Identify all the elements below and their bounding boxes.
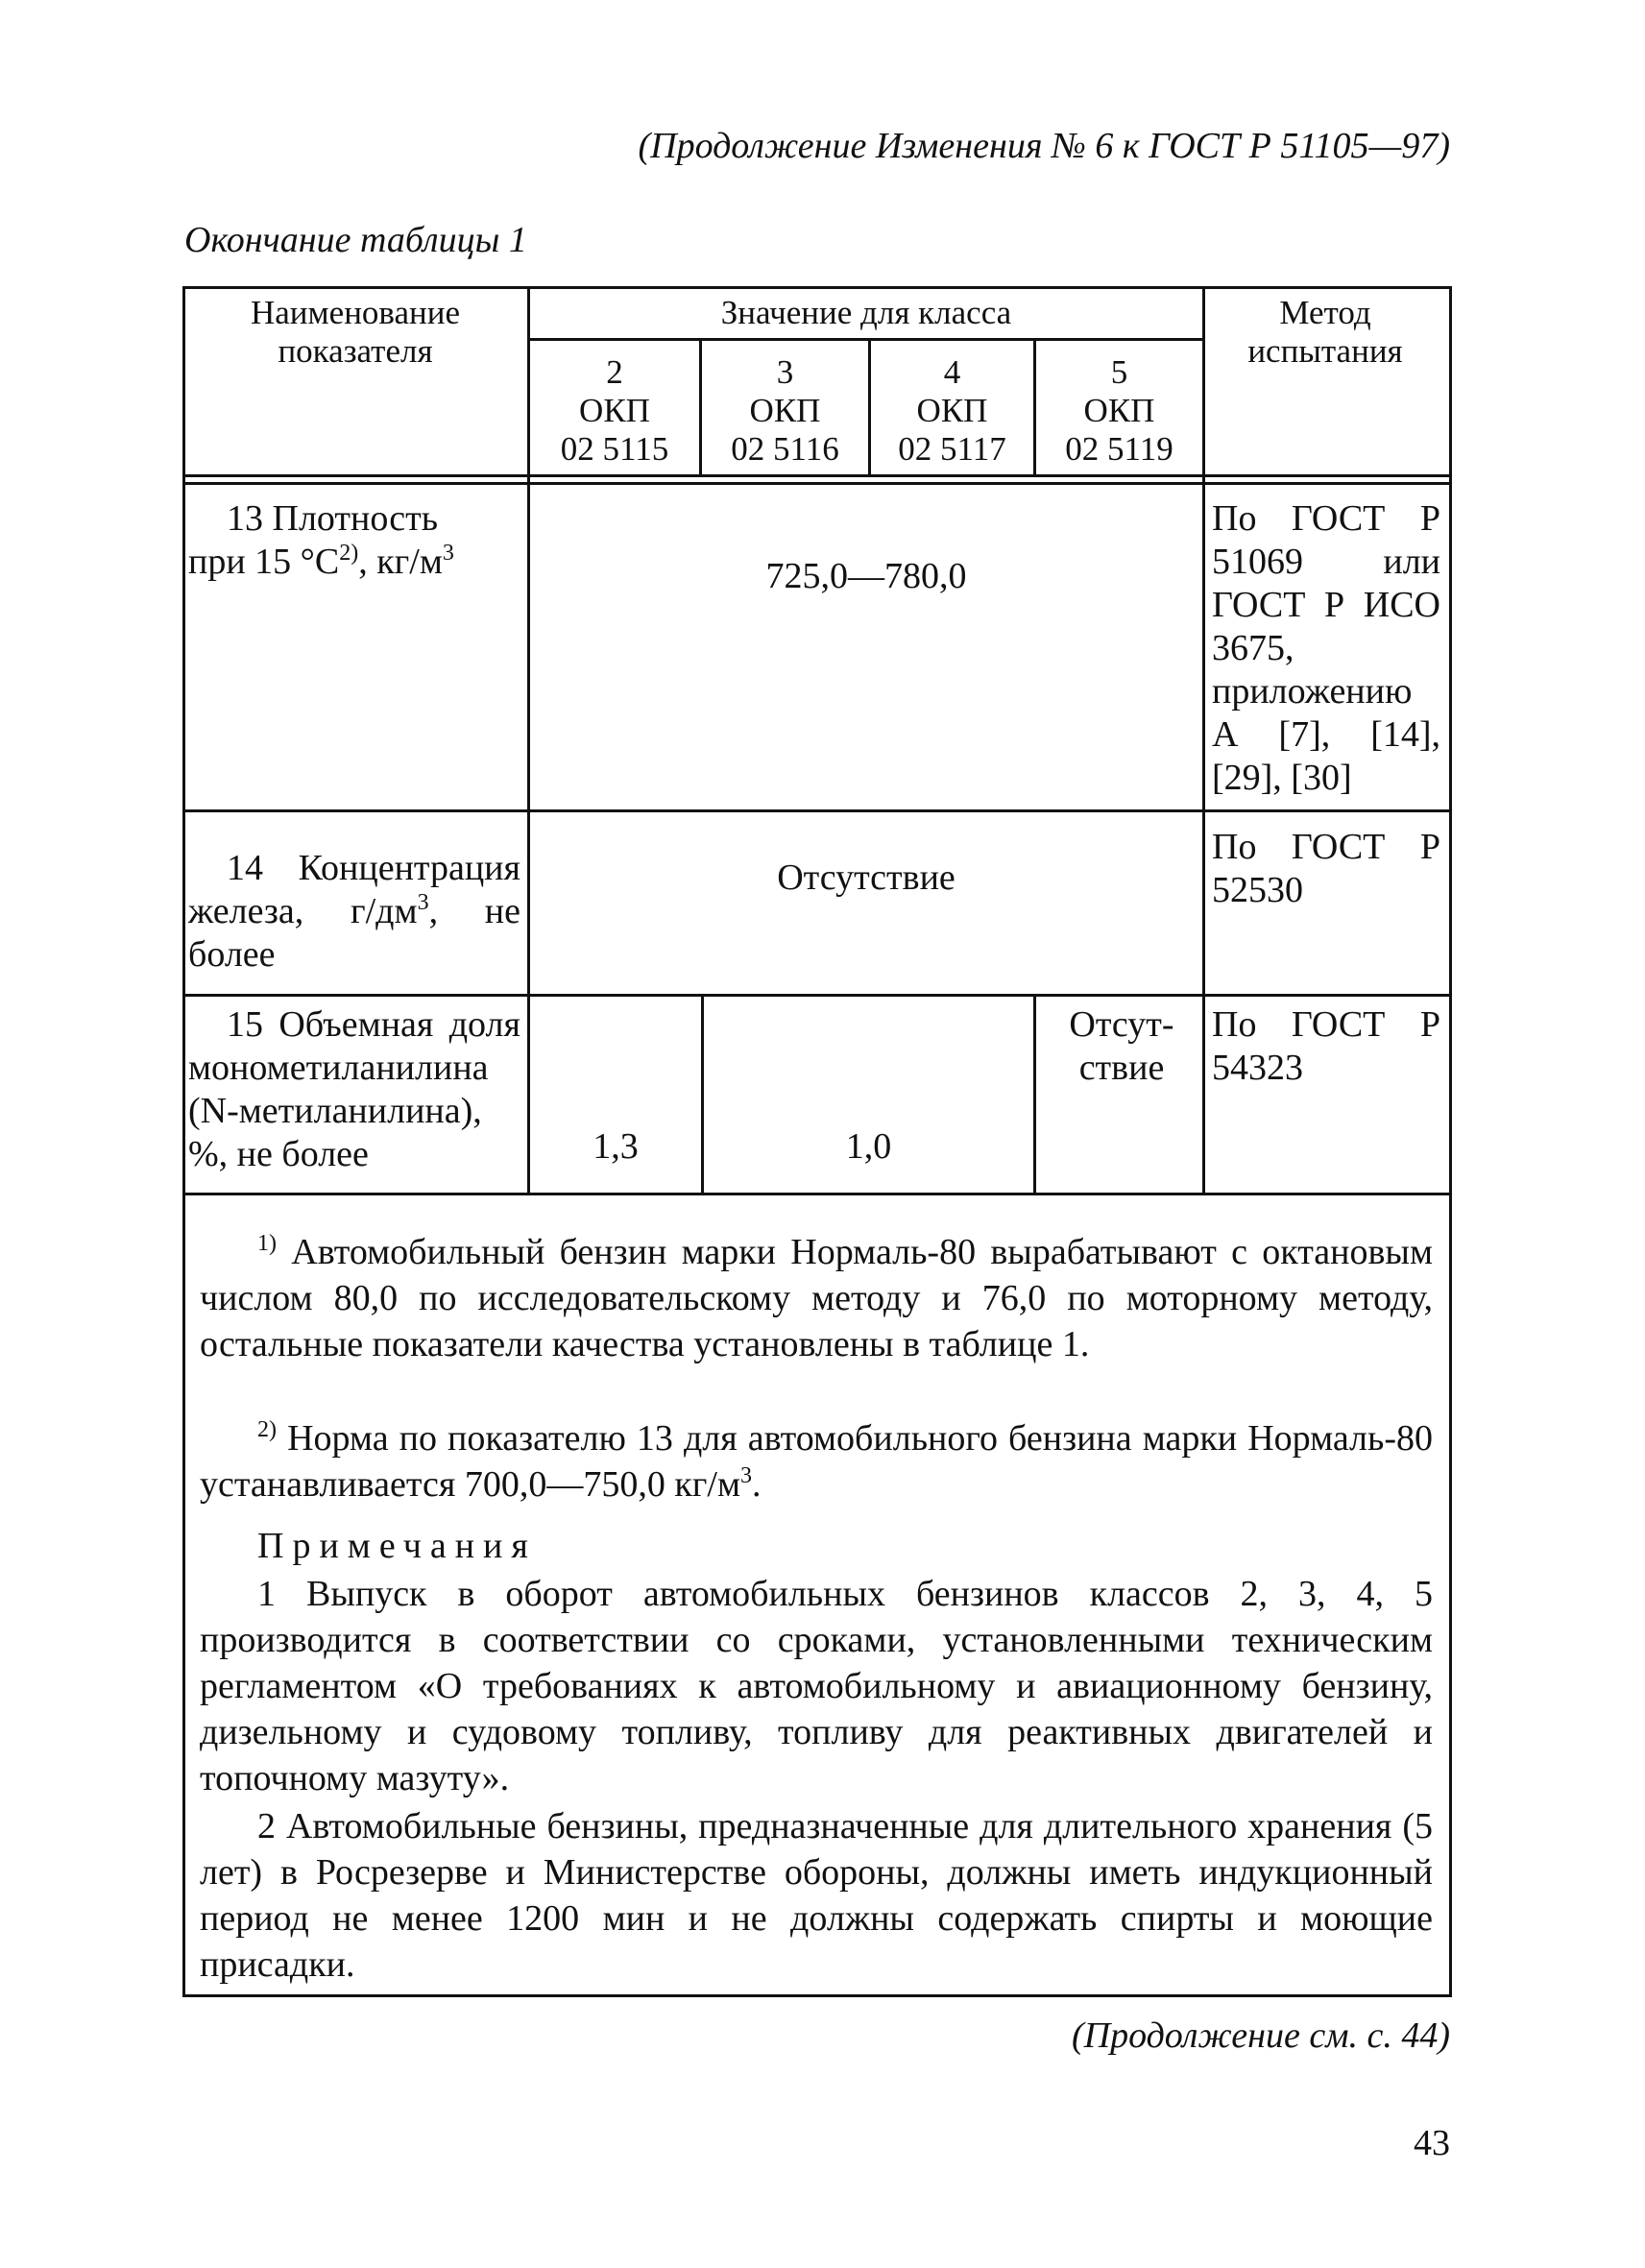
row14-value: Отсутствие xyxy=(777,857,956,898)
page-number: 43 xyxy=(1414,2123,1450,2163)
row15-name: 15 Объемная доля монометиланилина (N-метиланилина), %, не более xyxy=(188,1004,520,1174)
header-value-group: Значение для класса xyxy=(720,294,1012,331)
row15-value-class34: 1,0 xyxy=(845,1126,892,1167)
rule-header-bottom-2 xyxy=(182,482,1452,485)
row15-method: По ГОСТ Р 54323 xyxy=(1212,1004,1440,1088)
row13-name: 13 Плотность при 15 $^\circ С^{2)}$, $кг/м^3$ xyxy=(188,498,454,582)
header-class-3: 3 ОКП 02 5116 xyxy=(731,353,839,468)
table-caption: Окончание таблицы 1 xyxy=(184,220,527,260)
row15-value-class5: Отсут-ствие xyxy=(1069,1004,1174,1088)
notes-heading: Примечания xyxy=(257,1526,537,1566)
header-class-5: 5 ОКП 02 5119 xyxy=(1065,353,1173,468)
row13-value: 725,0—780,0 xyxy=(765,556,967,596)
rule-row13-bottom xyxy=(182,809,1452,812)
note-1: 1 Выпуск в оборот автомобильных бензинов классов 2, 3, 4, 5 производится в соответствии со сроками, установленными техническим регламентом «О требованиях к автомобильному и авиационному бензину, дизельному и судовому топливу, топливу для реактивных двигателей и топочному мазуту». xyxy=(200,1574,1433,1798)
rule-header-group xyxy=(527,338,1202,341)
header-method: Метод испытания xyxy=(1247,294,1403,370)
footnote-2: $^{2)}$ Норма по показателю 13 для автомобильного бензина марки Нормаль-80 устанавливается 700,0—750,0 $кг/м^3$. xyxy=(200,1417,1433,1505)
row14-method: По ГОСТ Р 52530 xyxy=(1212,827,1440,910)
col-rule-method xyxy=(1202,286,1205,1194)
rule-row15-bottom xyxy=(182,1193,1452,1195)
note-2: 2 Автомобильные бензины, предназначенные для длительного хранения (5 лет) в Росрезерве и Министерстве обороны, должны иметь индукционный период не менее 1200 мин и не должны содержать спирты и моющие присадки. xyxy=(200,1806,1433,1985)
continuation-footer: (Продолжение см. с. 44) xyxy=(1071,2015,1450,2056)
header-class-4: 4 ОКП 02 5117 xyxy=(898,353,1006,468)
row15-value-class2: 1,3 xyxy=(593,1126,639,1167)
row14-name: 14 Концентрация железа, $г/дм^3$, не более xyxy=(188,848,520,975)
rule-row14-bottom xyxy=(182,994,1452,997)
header-class-2: 2 ОКП 02 5115 xyxy=(560,353,669,468)
continuation-header: (Продолжение Изменения № 6 к ГОСТ Р 51105—97) xyxy=(638,126,1450,166)
rule-header-bottom-1 xyxy=(182,474,1452,477)
footnote-1: $^{1)}$ Автомобильный бензин марки Нормаль-80 вырабатывают с октановым числом 80,0 по исследовательскому методу и 76,0 по моторному методу, остальные показатели качества установлены в таблице 1. xyxy=(200,1231,1434,1364)
col-rule-row15-b xyxy=(1033,995,1036,1194)
header-indicator: Наименование показателя xyxy=(250,294,461,370)
row13-method: По ГОСТ Р 51069 или ГОСТ Р ИСО 3675, приложению А [7], [14], [29], [30] xyxy=(1212,498,1440,798)
